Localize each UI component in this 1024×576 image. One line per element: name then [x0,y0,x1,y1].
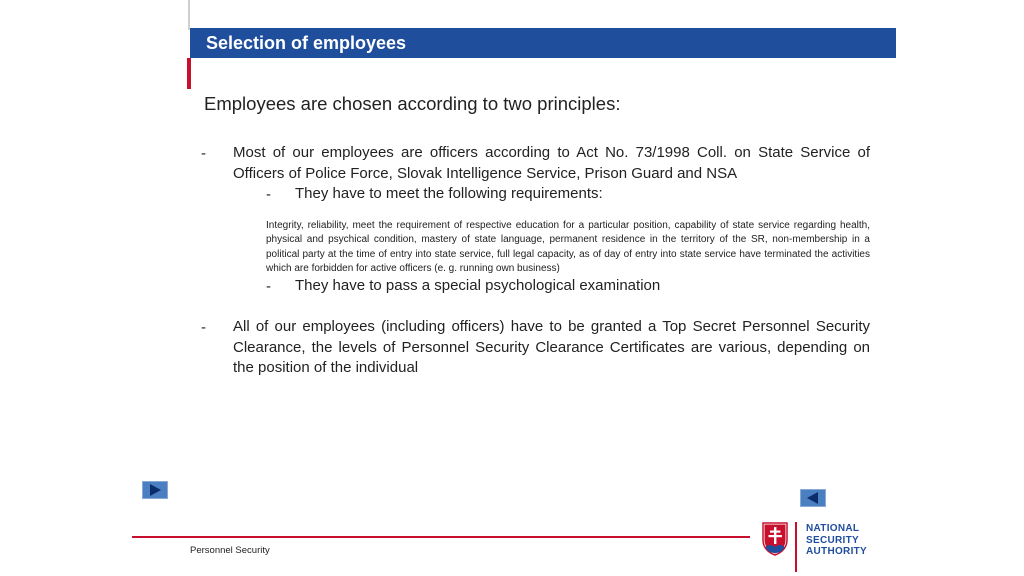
previous-slide-button[interactable] [800,489,826,507]
intro-text: Employees are chosen according to two principles: [204,93,621,114]
footer-text: Personnel Security [190,545,270,556]
authority-logo-text [806,523,867,558]
play-left-icon [801,490,825,506]
logo-line-1: NATIONAL [806,523,860,534]
logo-line-2: SECURITY [806,534,859,546]
bullet-2-text: All of our employees (including officers) have to be granted a Top Secret Personnel Security Clearance, the levels of Personnel Security Clearance Certificates are various, depending on the position of the individual [233,318,870,376]
logo-line-3: AUTHORITY [806,546,868,557]
sub-bullet-1-dash: - [266,186,271,203]
sub-bullet-2-dash: - [266,278,271,295]
slovak-crest-icon [762,522,788,561]
sub-bullet-1-text: They have to meet the following requirements: [295,185,603,202]
bullet-2-dash: - [201,319,206,336]
sub-bullet-2-text: They have to pass a special psychological examination [295,277,661,294]
title-red-accent [187,58,191,89]
next-slide-button[interactable] [142,481,168,499]
logo-divider [795,522,797,572]
page-title: Selection of employees [190,28,896,58]
bullet-1-text: Most of our employees are officers according to Act No. 73/1998 Coll. on State Service of Officers of Police Force, Slovak Intelligence Service, Prison Guard and NSA [233,144,870,182]
requirements-text: Integrity, reliability, meet the requirement of respective education for a particular position, capability of state service regarding health, physical and psychical condition, mastery of state language, permanent residence in the territory of the SR, non-membership in a political party at the time of entry into state service, full legal capacity, as of day of entry into state service have terminated the activities which are forbidden for active officers (e. g. running own business) [266,220,870,275]
bullet-1-dash: - [201,145,206,162]
footer-red-line [132,536,750,538]
header-gray-line [188,0,190,30]
play-right-icon [143,482,167,498]
